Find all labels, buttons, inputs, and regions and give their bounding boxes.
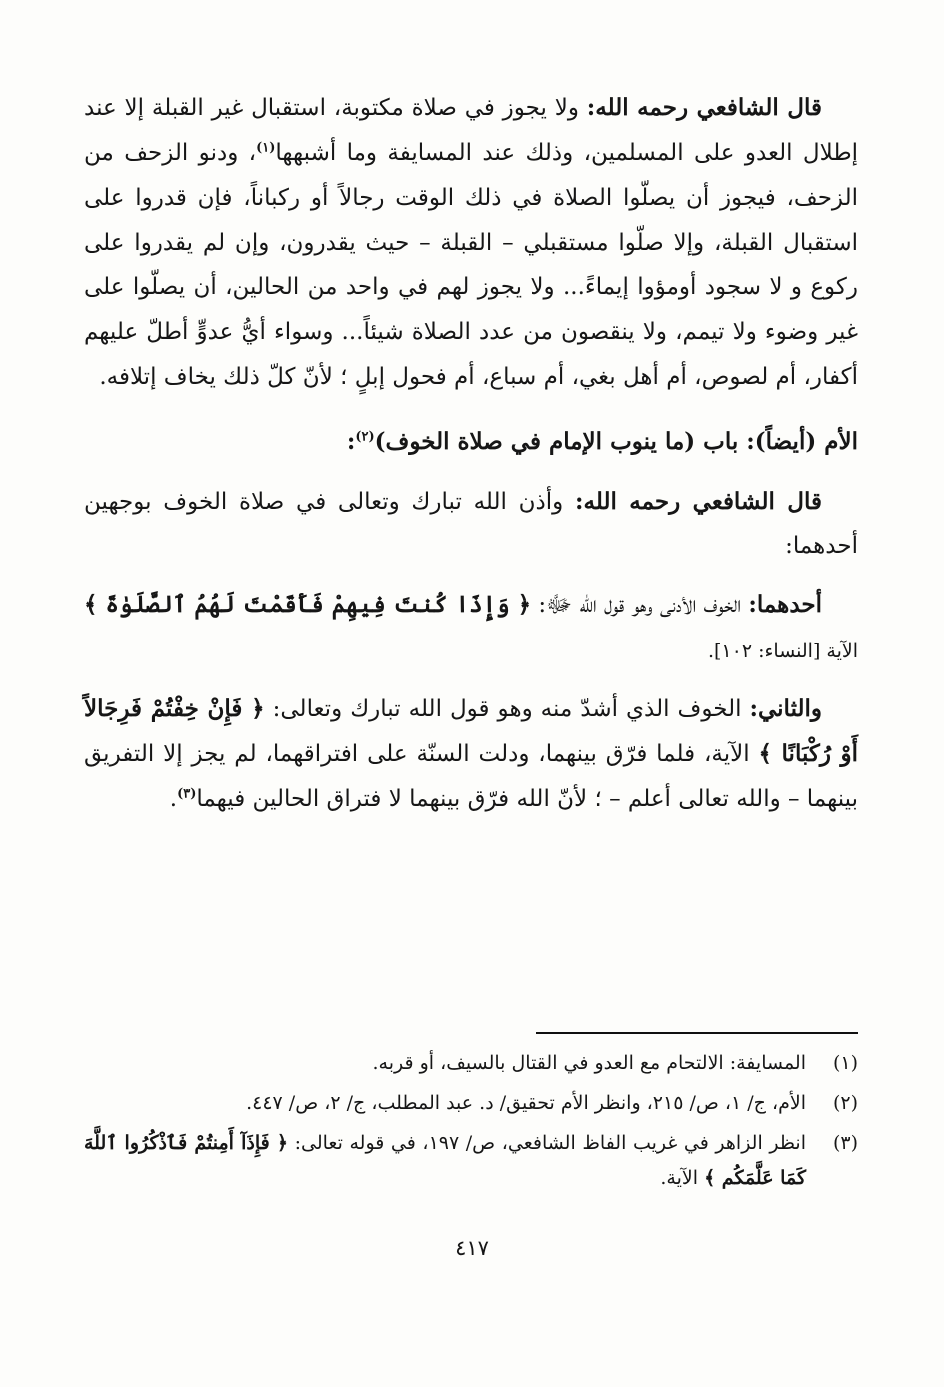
paragraph-text: الخوف الذي أشدّ منه وهو قول الله تبارك وتعالى: <box>272 695 742 722</box>
footnote-text: الأم، ج/ ١، ص/ ٢١٥، وانظر الأم تحقيق/ د. عبد المطلب، ج/ ٢، ص/ ٤٤٧. <box>246 1092 806 1115</box>
paragraph-text: . <box>169 785 178 812</box>
verse-citation: الآية [النساء: ١٠٢]. <box>707 640 858 663</box>
term-lead: أحدهما: <box>748 591 822 619</box>
footnote-marker: (١) <box>832 1052 858 1074</box>
paragraph-text: ولا يجوز في صلاة مكتوبة، استقبال غير القبلة إلا عند إطلال العدو على المسلمين، وذلك عند المسايفة وما أشبهها <box>84 95 859 166</box>
quran-quote: ﴿ فَإِذَآ أَمِنتُمْ فَٱذْكُرُوا ٱللَّهَ كَمَا عَلَّمَكُم ﴾ <box>84 1132 806 1190</box>
footnote-separator <box>536 1032 858 1034</box>
heading-colon: : <box>346 427 356 455</box>
paragraph-text: الآية، فلما فرّق بينهما، ودلت السنّة على افتراقهما، لم يجز إلا التفريق بينهما – والله تعالى أعلم – ؛ لأنّ الله فرّق بينهما لا فتراق الحالين فيهما <box>84 740 858 812</box>
page-number: ٤١٧ <box>455 1236 489 1260</box>
footnote-text: المسايفة: الالتحام مع العدو في القتال بالسيف، أو قربه. <box>372 1052 806 1074</box>
quran-quote: ﴿ فَإِنْ خِفْتُمْ فَرِجَالاً أَوْ رُكْبَانًا ﴾ <box>84 694 859 767</box>
paragraph-text: الخوف الأدنى وهو قول الله ﷻ: <box>538 592 742 619</box>
footnote-marker: (٢) <box>832 1092 858 1115</box>
footnote-ref-3: (٣) <box>177 786 197 801</box>
footnote-item-3 <box>84 1126 858 1196</box>
term-lead: والثاني: <box>749 694 823 722</box>
footnote-text-part: الآية. <box>660 1167 699 1190</box>
footnote-marker: (٣) <box>832 1132 858 1155</box>
paragraph-text: ، ودنو الزحف من الزحف، فيجوز أن يصلّوا الصلاة في ذلك الوقت رجالاً أو ركباناً، فإن قدروا على استقبال القبلة، وإلا صلّوا مستقبلي – القبلة – حيث يقدرون، وإن لم يقدروا على ركوع و لا سجود أومؤوا إيماءً... ولا يجوز لهم في واحد من الحالين، أن يصلّوا على غير وضوء ولا تيمم، ولا ينقصون من عدد الصلاة شيئاً... وسواء أيُّ عدوٍّ أطلّ عليهم أكفار، أم لصوص، أم أهل بغي، أم سباع، أم فحول إبلٍ ؛ لأنّ كلّ ذلك يخاف إتلافه. <box>84 139 858 391</box>
paragraph-4 <box>84 687 858 822</box>
speaker-lead: قال الشافعي رحمه الله: <box>575 487 822 515</box>
paragraph-2 <box>84 480 858 570</box>
footnote-item-2 <box>84 1086 858 1121</box>
footnote-item-1 <box>84 1046 858 1081</box>
paragraph-3 <box>84 583 858 673</box>
quran-quote: ﴿ وَإِذَا كُنتَ فِيهِمْ فَأَقَمْتَ لَهُمُ ٱلصَّلَوٰةَ ﴾ <box>84 591 532 619</box>
footnote-ref-1: (١) <box>256 140 276 156</box>
footnote-ref-2: (٢) <box>355 429 375 445</box>
paragraph-1 <box>84 86 858 400</box>
speaker-lead: قال الشافعي رحمه الله: <box>586 94 822 121</box>
heading-text: الأم (أيضاً): باب (ما ينوب الإمام في صلاة الخوف) <box>374 427 858 455</box>
footnote-area <box>84 1032 858 1202</box>
section-heading <box>84 420 858 464</box>
footnote-text <box>84 1126 806 1196</box>
paragraph-text: وأذن الله تبارك وتعالى في صلاة الخوف بوجهين أحدهما: <box>84 488 858 560</box>
footnote-text-part: انظر الزاهر في غريب الفاظ الشافعي، ص/ ١٩٧، في قوله تعالى: <box>294 1132 806 1155</box>
